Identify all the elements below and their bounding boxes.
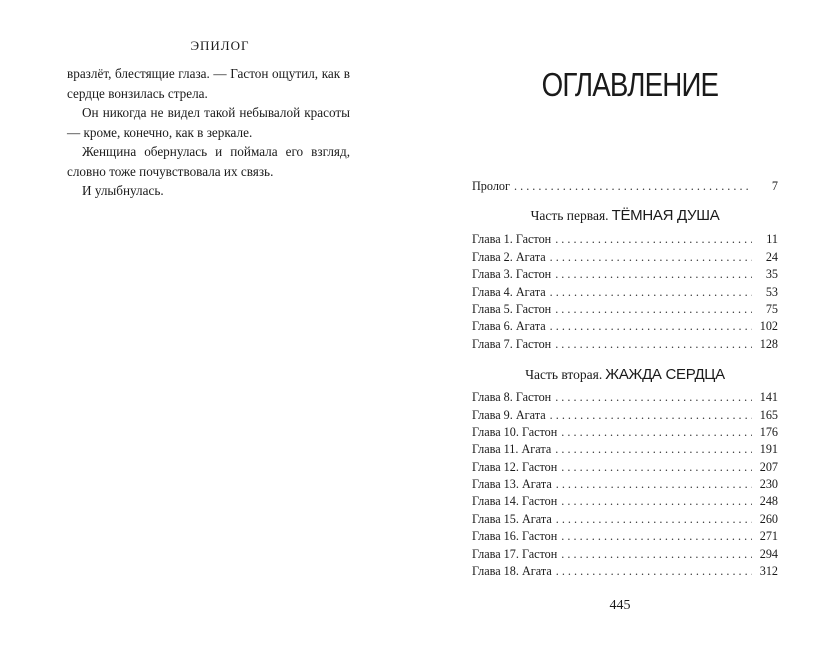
toc-entry-chapter[interactable] (472, 266, 778, 283)
part-title: ТЁМНАЯ ДУША (611, 207, 720, 225)
toc-entry-page: 75 (765, 301, 778, 316)
toc-entry-page: 11 (766, 232, 778, 247)
toc-entry-page: 230 (759, 477, 778, 492)
dot-leader (561, 493, 752, 510)
running-head: ЭПИЛОГ (190, 38, 250, 53)
toc-entry-chapter[interactable] (472, 318, 778, 335)
paragraph: И улыбнулась. (82, 183, 164, 198)
toc-entry-page: 102 (759, 319, 778, 334)
part-heading (472, 363, 778, 387)
toc-entry-chapter[interactable] (472, 407, 778, 424)
dot-leader (555, 389, 752, 406)
toc-entry-chapter[interactable] (472, 459, 778, 476)
toc-entry-chapter[interactable] (472, 528, 778, 545)
toc-entry-label: Глава 18. Агата (472, 564, 552, 579)
toc-entry-page: 53 (765, 284, 778, 299)
dot-leader (561, 546, 752, 563)
toc-entry-label: Глава 13. Агата (472, 477, 552, 492)
part-heading (472, 204, 778, 228)
dot-leader (555, 301, 752, 318)
toc-title: ОГЛАВЛЕНИЕ (541, 66, 719, 103)
toc-entry-page: 35 (765, 267, 778, 282)
toc-entry-label: Глава 7. Гастон (472, 336, 552, 351)
toc-entry-chapter[interactable] (472, 476, 778, 493)
toc-entry-label: Глава 10. Гастон (472, 424, 558, 439)
toc-entry-label: Глава 14. Гастон (472, 494, 558, 509)
toc-entry-label: Глава 8. Гастон (472, 390, 552, 405)
toc-entry-page: 24 (765, 249, 778, 264)
chapter-list (472, 389, 778, 580)
toc-entry-page: 248 (759, 494, 778, 509)
toc-entry-label: Глава 9. Агата (472, 407, 546, 422)
part-label: Часть первая. (530, 208, 609, 224)
dot-leader (555, 336, 752, 353)
toc-entry-page: 271 (759, 529, 778, 544)
toc-entry-label: Глава 5. Гастон (472, 301, 552, 316)
toc-entry-chapter[interactable] (472, 563, 778, 580)
dot-leader (550, 249, 752, 266)
toc-entry-chapter[interactable] (472, 336, 778, 353)
paragraph: вразлёт, блестящие глаза. — Гастон ощутил, как в сердце вонзилась стрела. (67, 66, 350, 101)
page-number: 445 (609, 598, 631, 613)
dot-leader (561, 528, 752, 545)
toc-entry-page: 260 (759, 511, 778, 526)
toc-entry-chapter[interactable] (472, 424, 778, 441)
toc-entry-label: Пролог (472, 179, 511, 193)
dot-leader (555, 231, 752, 248)
toc-entry-chapter[interactable] (472, 546, 778, 563)
dot-leader (556, 476, 752, 493)
toc-entry-label: Глава 12. Гастон (472, 459, 558, 474)
table-of-contents (472, 178, 778, 580)
chapter-list (472, 231, 778, 353)
toc-entry-chapter[interactable] (472, 284, 778, 301)
toc-entry-chapter[interactable] (472, 249, 778, 266)
toc-entry-page: 176 (759, 424, 778, 439)
dot-leader (556, 511, 752, 528)
dot-leader (550, 284, 752, 301)
dot-leader (555, 441, 752, 458)
toc-entry-label: Глава 11. Агата (472, 442, 552, 457)
toc-entry-page: 7 (771, 179, 778, 193)
toc-entry-chapter[interactable] (472, 389, 778, 406)
toc-entry-page: 165 (759, 407, 778, 422)
dot-leader (550, 318, 752, 335)
right-page (410, 0, 820, 656)
dot-leader (561, 459, 752, 476)
toc-entry-label: Глава 2. Агата (472, 249, 546, 264)
toc-entry-page: 141 (759, 390, 778, 405)
epilogue-text (67, 64, 350, 201)
toc-entry-label: Глава 4. Агата (472, 284, 546, 299)
toc-entry-label: Глава 6. Агата (472, 319, 546, 334)
paragraph: Он никогда не видел такой небывалой красоты — кроме, конечно, как в зеркале. (67, 105, 350, 140)
toc-entry-label: Глава 17. Гастон (472, 546, 558, 561)
toc-entry-chapter[interactable] (472, 301, 778, 318)
toc-entry-chapter[interactable] (472, 441, 778, 458)
toc-entry-page: 312 (759, 564, 778, 579)
dot-leader (561, 424, 752, 441)
toc-entry-page: 191 (759, 442, 778, 457)
dot-leader (514, 178, 752, 195)
toc-entry-label: Глава 15. Агата (472, 511, 552, 526)
dot-leader (550, 407, 752, 424)
part-title: ЖАЖДА СЕРДЦА (605, 366, 725, 384)
toc-entry-label: Глава 3. Гастон (472, 267, 552, 282)
toc-entry-page: 128 (759, 336, 778, 351)
part-label: Часть вторая. (525, 367, 603, 383)
dot-leader (556, 563, 752, 580)
toc-entry-chapter[interactable] (472, 493, 778, 510)
toc-entry-page: 207 (759, 459, 778, 474)
paragraph: Женщина обернулась и поймала его взгляд, словно тоже почувствовала их связь. (67, 144, 350, 179)
toc-entry-prologue[interactable] (472, 178, 778, 195)
toc-entry-chapter[interactable] (472, 511, 778, 528)
dot-leader (555, 266, 752, 283)
toc-entry-label: Глава 16. Гастон (472, 529, 558, 544)
toc-entry-chapter[interactable] (472, 231, 778, 248)
toc-entry-page: 294 (759, 546, 778, 561)
toc-entry-label: Глава 1. Гастон (472, 232, 552, 247)
